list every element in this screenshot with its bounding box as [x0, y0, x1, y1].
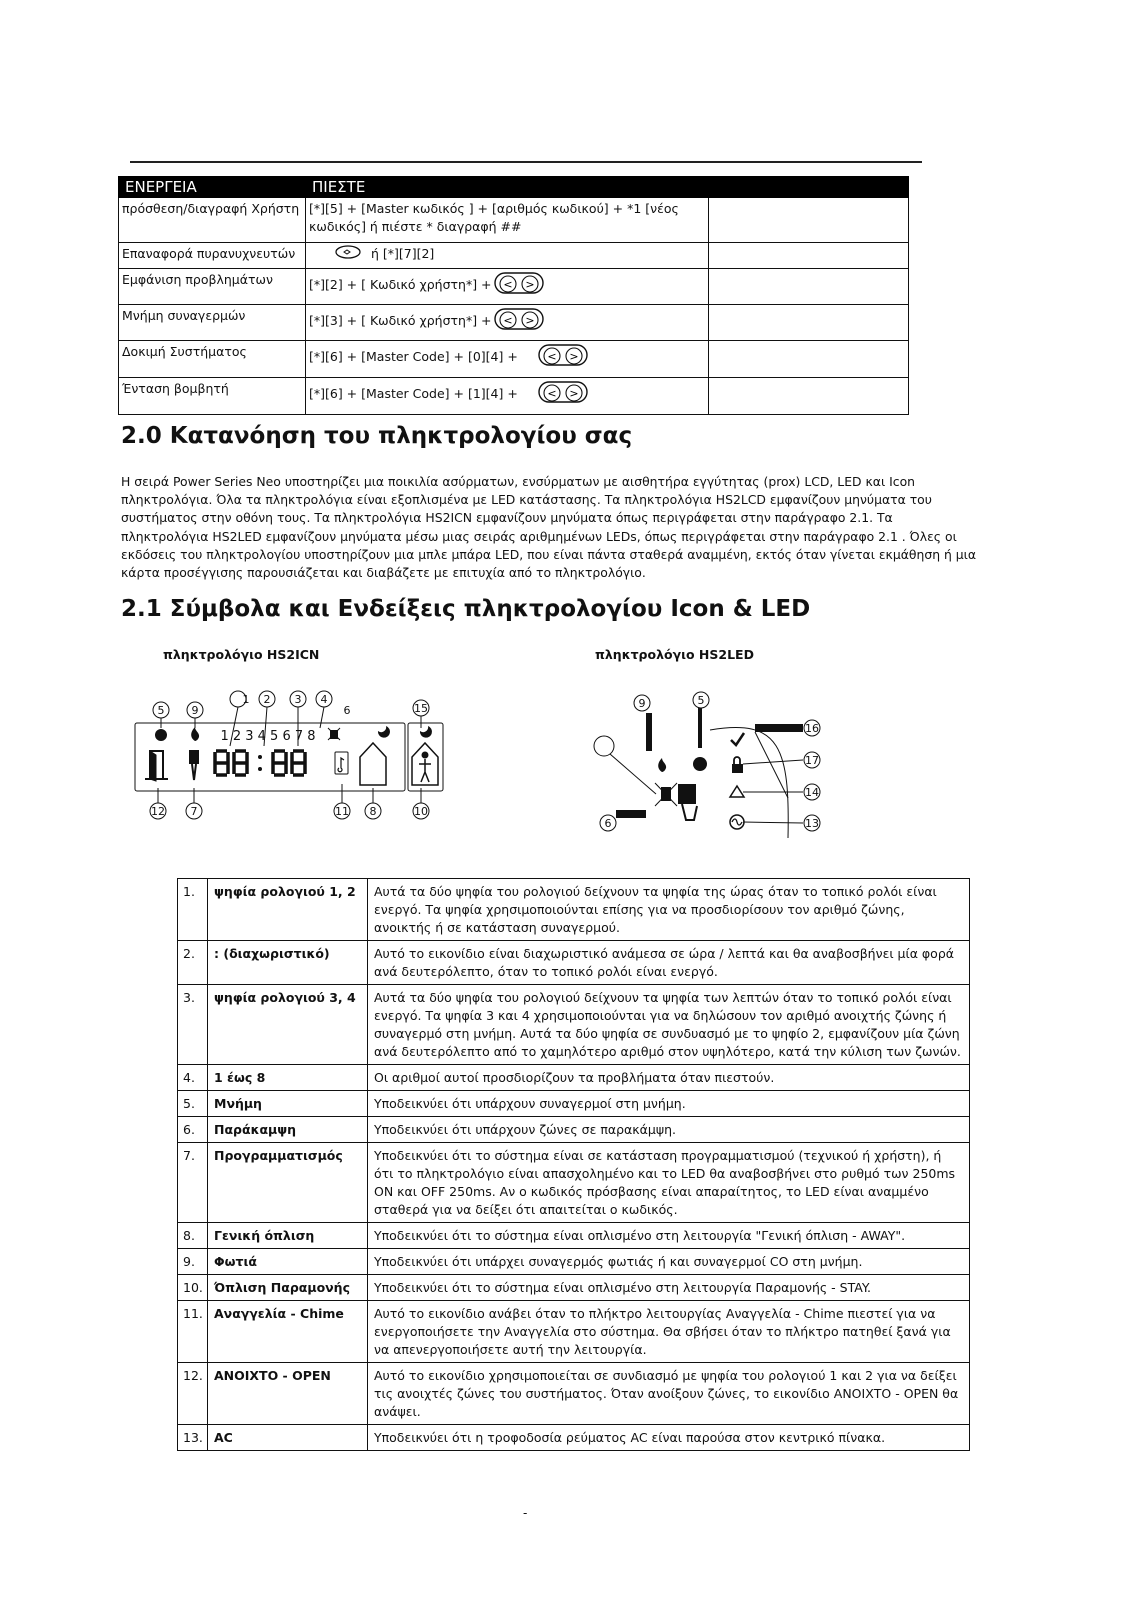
hs2icn-label: πληκτρολόγιο HS2ICN [163, 647, 320, 662]
row-number: 13. [178, 1425, 208, 1451]
symbol-description: Υποδεικνύει ότι το σύστημα είναι οπλισμένο στη λειτουργία Παραμονής - STAY. [368, 1275, 970, 1301]
row-number: 8. [178, 1223, 208, 1249]
callout-label: 9 [191, 704, 199, 717]
symbol-description: Οι αριθμοί αυτοί προσδιορίζουν τα προβλήματα όταν πιεστούν. [368, 1065, 970, 1091]
header-press: ΠΙΕΣΤΕ [306, 177, 709, 198]
table-row [178, 1117, 970, 1143]
press-cell: ή [*][7][2] [371, 246, 435, 261]
table-row [119, 198, 909, 243]
row-number: 12. [178, 1363, 208, 1425]
symbol-name: ψηφία ρολογιού 3, 4 [208, 985, 368, 1065]
table-row [178, 985, 970, 1065]
action-cell: Δοκιμή Συστήματος [119, 341, 306, 378]
nav-left-glyph: < [547, 387, 557, 400]
symbol-name: AC [208, 1425, 368, 1451]
callout-label: 11 [335, 805, 349, 818]
callout-label: 12 [151, 805, 165, 818]
callout-label: 13 [805, 817, 819, 830]
header-blank [709, 177, 909, 198]
scroll-keys-icon [494, 271, 544, 300]
symbol-description: Υποδεικνύει ότι υπάρχουν ζώνες σε παρακάμψη. [368, 1117, 970, 1143]
top-rule [130, 161, 922, 163]
table-row [178, 1275, 970, 1301]
scroll-keys-icon [538, 380, 588, 409]
nav-right-glyph: > [569, 387, 579, 400]
action-cell: Εμφάνιση προβλημάτων [119, 269, 306, 305]
callout-label: 2 [263, 693, 271, 706]
press-cell: [*][6] + [Master Code] + [0][4] + [309, 349, 518, 364]
table-row [119, 269, 909, 305]
symbol-name: Όπλιση Παραμονής [208, 1275, 368, 1301]
callout-label: 16 [805, 722, 819, 735]
nav-left-glyph: < [502, 314, 513, 327]
symbol-description: Αυτό το εικονίδιο χρησιμοποιείται σε συνδιασμό με ψηφία του ρολογιού 1 και 2 για να δείξει τις ανοιχτές ζώνες του συστήματος. Όταν ανοίξουν ζώνες, το εικονίδιο ΑΝΟΙΧΤΟ - OPEN θα ανάψει. [368, 1363, 970, 1425]
page-footer-mark: - [523, 1506, 528, 1520]
callout-label: 10 [414, 805, 428, 818]
reset-key-icon [335, 245, 361, 264]
symbol-description: Αυτά τα δύο ψηφία του ρολογιού δείχνουν τα ψηφία των λεπτών όταν το τοπικό ρολόι είναι ενεργό. Τα ψηφία 3 και 4 χρησιμοποιούνται για να δηλώσουν τον αριθμό ανοιχτής ζώνης ή συναγερμό στη μνήμη. Αυτά τα δύο ψηφία σε συνδυασμό με το ψηφίο 2, εμφανίζουν μία ζώνη ανά δευτερόλεπτο από το χαμηλότερο αριθμό στον υψηλότερο, κατά την κύλιση των ζωνών. [368, 985, 970, 1065]
callout-label: 1 [242, 693, 250, 706]
row-number: 11. [178, 1301, 208, 1363]
table-row [178, 1301, 970, 1363]
table-row [119, 341, 909, 378]
symbol-name: 1 έως 8 [208, 1065, 368, 1091]
table-row [119, 305, 909, 341]
row-number: 5. [178, 1091, 208, 1117]
symbol-description: Υποδεικνύει ότι η τροφοδοσία ρεύματος AC είναι παρούσα στον κεντρικό πίνακα. [368, 1425, 970, 1451]
table-row [119, 243, 909, 269]
row-number: 7. [178, 1143, 208, 1223]
symbol-name: Προγραμματισμός [208, 1143, 368, 1223]
callout-label: 8 [369, 805, 377, 818]
header-action: ΕΝΕΡΓΕΙΑ [119, 177, 306, 198]
row-number: 2. [178, 941, 208, 985]
symbol-name: ΑΝΟΙΧΤΟ - OPEN [208, 1363, 368, 1425]
hs2led-diagram [590, 688, 825, 838]
nav-left-glyph: < [502, 278, 513, 291]
callout-label: 5 [157, 704, 165, 717]
symbol-description: Υποδεικνύει ότι το σύστημα είναι οπλισμένο στη λειτουργία "Γενική όπλιση - AWAY". [368, 1223, 970, 1249]
row-number: 9. [178, 1249, 208, 1275]
action-cell: πρόσθεση/διαγραφή Χρήστη [119, 198, 306, 243]
nav-right-glyph: > [569, 350, 579, 363]
symbol-name: Φωτιά [208, 1249, 368, 1275]
section-2-1-heading: 2.1 Σύμβολα και Ενδείξεις πληκτρολογίου Icon & LED [121, 596, 811, 622]
callout-label: 7 [190, 805, 198, 818]
table-row [178, 1249, 970, 1275]
action-cell: Μνήμη συναγερμών [119, 305, 306, 341]
symbol-name: Μνήμη [208, 1091, 368, 1117]
action-table-header [119, 177, 909, 198]
table-row [178, 879, 970, 941]
row-number: 4. [178, 1065, 208, 1091]
table-row [178, 1425, 970, 1451]
table-row [178, 941, 970, 985]
scroll-keys-icon [494, 307, 544, 336]
callout-label: 15 [414, 702, 428, 715]
symbol-description: Υποδεικνύει ότι το σύστημα είναι σε κατάσταση προγραμματισμού (τεχνικού ή χρήστη), ή ότι το πληκτρολόγιο είναι απασχολημένο και το LED θα αναβοσβήνει στο ρυθμό των 250ms ON και OFF 250ms. Αν ο κωδικός πρόσβασης είναι απαραίτητος, το LED είναι αναμμένο σταθερά για να δείξει ότι απαιτείται ο κωδικός. [368, 1143, 970, 1223]
action-cell: Ένταση βομβητή [119, 378, 306, 415]
table-row [178, 1143, 970, 1223]
action-cell: Επαναφορά πυρανυχνευτών [119, 243, 306, 269]
symbols-table [177, 878, 970, 1451]
press-cell: [*][5] + [Master κωδικός ] + [αριθμός κωδικού] + *1 [νέος κωδικός] ή πιέστε * διαγραφή ## [306, 198, 709, 243]
callout-label: 14 [805, 786, 819, 799]
nav-right-glyph: > [524, 278, 535, 291]
symbol-description: Αυτά τα δύο ψηφία του ρολογιού δείχνουν τα ψηφία της ώρας όταν το τοπικό ρολόι είναι ενεργό. Τα ψηφία χρησιμοποιούνται επίσης για να προσδιορίσουν τον αριθμό ζώνης, ανοικτής ή σε κατάσταση συναγερμού. [368, 879, 970, 941]
table-row [178, 1223, 970, 1249]
symbol-name: Γενική όπλιση [208, 1223, 368, 1249]
symbol-description: Υποδεικνύει ότι υπάρχει συναγερμός φωτιάς ή και συναγερμοί CO στη μνήμη. [368, 1249, 970, 1275]
table-row [119, 378, 909, 415]
callout-label: 6 [343, 704, 351, 717]
press-cell: [*][2] + [ Κωδικό χρήστη*] + [309, 277, 492, 292]
action-table [118, 176, 909, 415]
row-number: 6. [178, 1117, 208, 1143]
callout-label: 3 [294, 693, 302, 706]
row-number: 10. [178, 1275, 208, 1301]
symbol-description: Αυτό το εικονίδιο ανάβει όταν το πλήκτρο λειτουργίας Αναγγελία - Chime πιεστεί για να ενεργοποιήσετε την Αναγγελία στο σύστημα. Θα σβήσει όταν το πλήκτρο πατηθεί ξανά για να απενεργοποιήσετε αυτή την λειτουργία. [368, 1301, 970, 1363]
callout-label: 5 [697, 694, 705, 707]
row-number: 3. [178, 985, 208, 1065]
callout-label: 9 [638, 697, 646, 710]
table-row [178, 1065, 970, 1091]
press-cell: [*][6] + [Master Code] + [1][4] + [309, 386, 518, 401]
section-2-0-heading: 2.0 Κατανόηση του πληκτρολογίου σας [121, 423, 633, 449]
hs2led-label: πληκτρολόγιο HS2LED [595, 647, 754, 662]
symbol-description: Αυτό το εικονίδιο είναι διαχωριστικό ανάμεσα σε ώρα / λεπτά και θα αναβοσβήνει μία φορά ανά δευτερόλεπτο, όταν το τοπικό ρολόι είναι ενεργό. [368, 941, 970, 985]
callout-label: 17 [805, 754, 819, 767]
table-row [178, 1091, 970, 1117]
trouble-digits: 1 2 3 4 5 6 7 8 [220, 729, 316, 744]
symbol-name: Παράκαμψη [208, 1117, 368, 1143]
scroll-keys-icon [538, 343, 588, 372]
nav-right-glyph: > [524, 314, 535, 327]
callout-label: 4 [320, 693, 328, 706]
nav-left-glyph: < [547, 350, 557, 363]
callout-label: 6 [604, 817, 612, 830]
press-cell: [*][3] + [ Κωδικό χρήστη*] + [309, 313, 492, 328]
section-2-0-paragraph: Η σειρά Power Series Neo υποστηρίζει μια ποικιλία ασύρματων, ενσύρματων με αισθητήρα εγγύτητας (prox) LCD, LED και Icon πληκτρολόγια. Όλα τα πληκτρολόγια είναι εξοπλισμένα με LED κατάστασης. Τα πληκτρολόγια HS2LCD εμφανίζουν μηνύματα του συστήματος στην οθόνη τους. Τα πληκτρολόγια HS2ICN εμφανίζουν μηνύματα όπως περιγράφεται στην παράγραφο 2.1. Τα πληκτρολόγια HS2LED εμφανίζουν μηνύματα μέσω μιας σειράς αριθμημένων LEDs, όπως περιγράφεται στην παράγραφο 2.1 . Όλες οι εκδόσεις του πληκτρολογίου υποστηρίζουν μια μπλε μπάρα LED, που είναι πάντα σταθερά αναμμένη, εκτός όταν γίνεται εκμάθηση ή μια κάρτα προσέγγισης παρουσιάζεται και διαβάζετε με επιτυχία από το πληκτρολόγιο. [121, 474, 977, 581]
symbol-name: : (διαχωριστικό) [208, 941, 368, 985]
symbol-name: Αναγγελία - Chime [208, 1301, 368, 1363]
row-number: 1. [178, 879, 208, 941]
hs2icn-diagram [130, 688, 455, 828]
clock-digits: 88:88 [260, 776, 263, 777]
symbol-description: Υποδεικνύει ότι υπάρχουν συναγερμοί στη μνήμη. [368, 1091, 970, 1117]
table-row [178, 1363, 970, 1425]
symbol-name: ψηφία ρολογιού 1, 2 [208, 879, 368, 941]
